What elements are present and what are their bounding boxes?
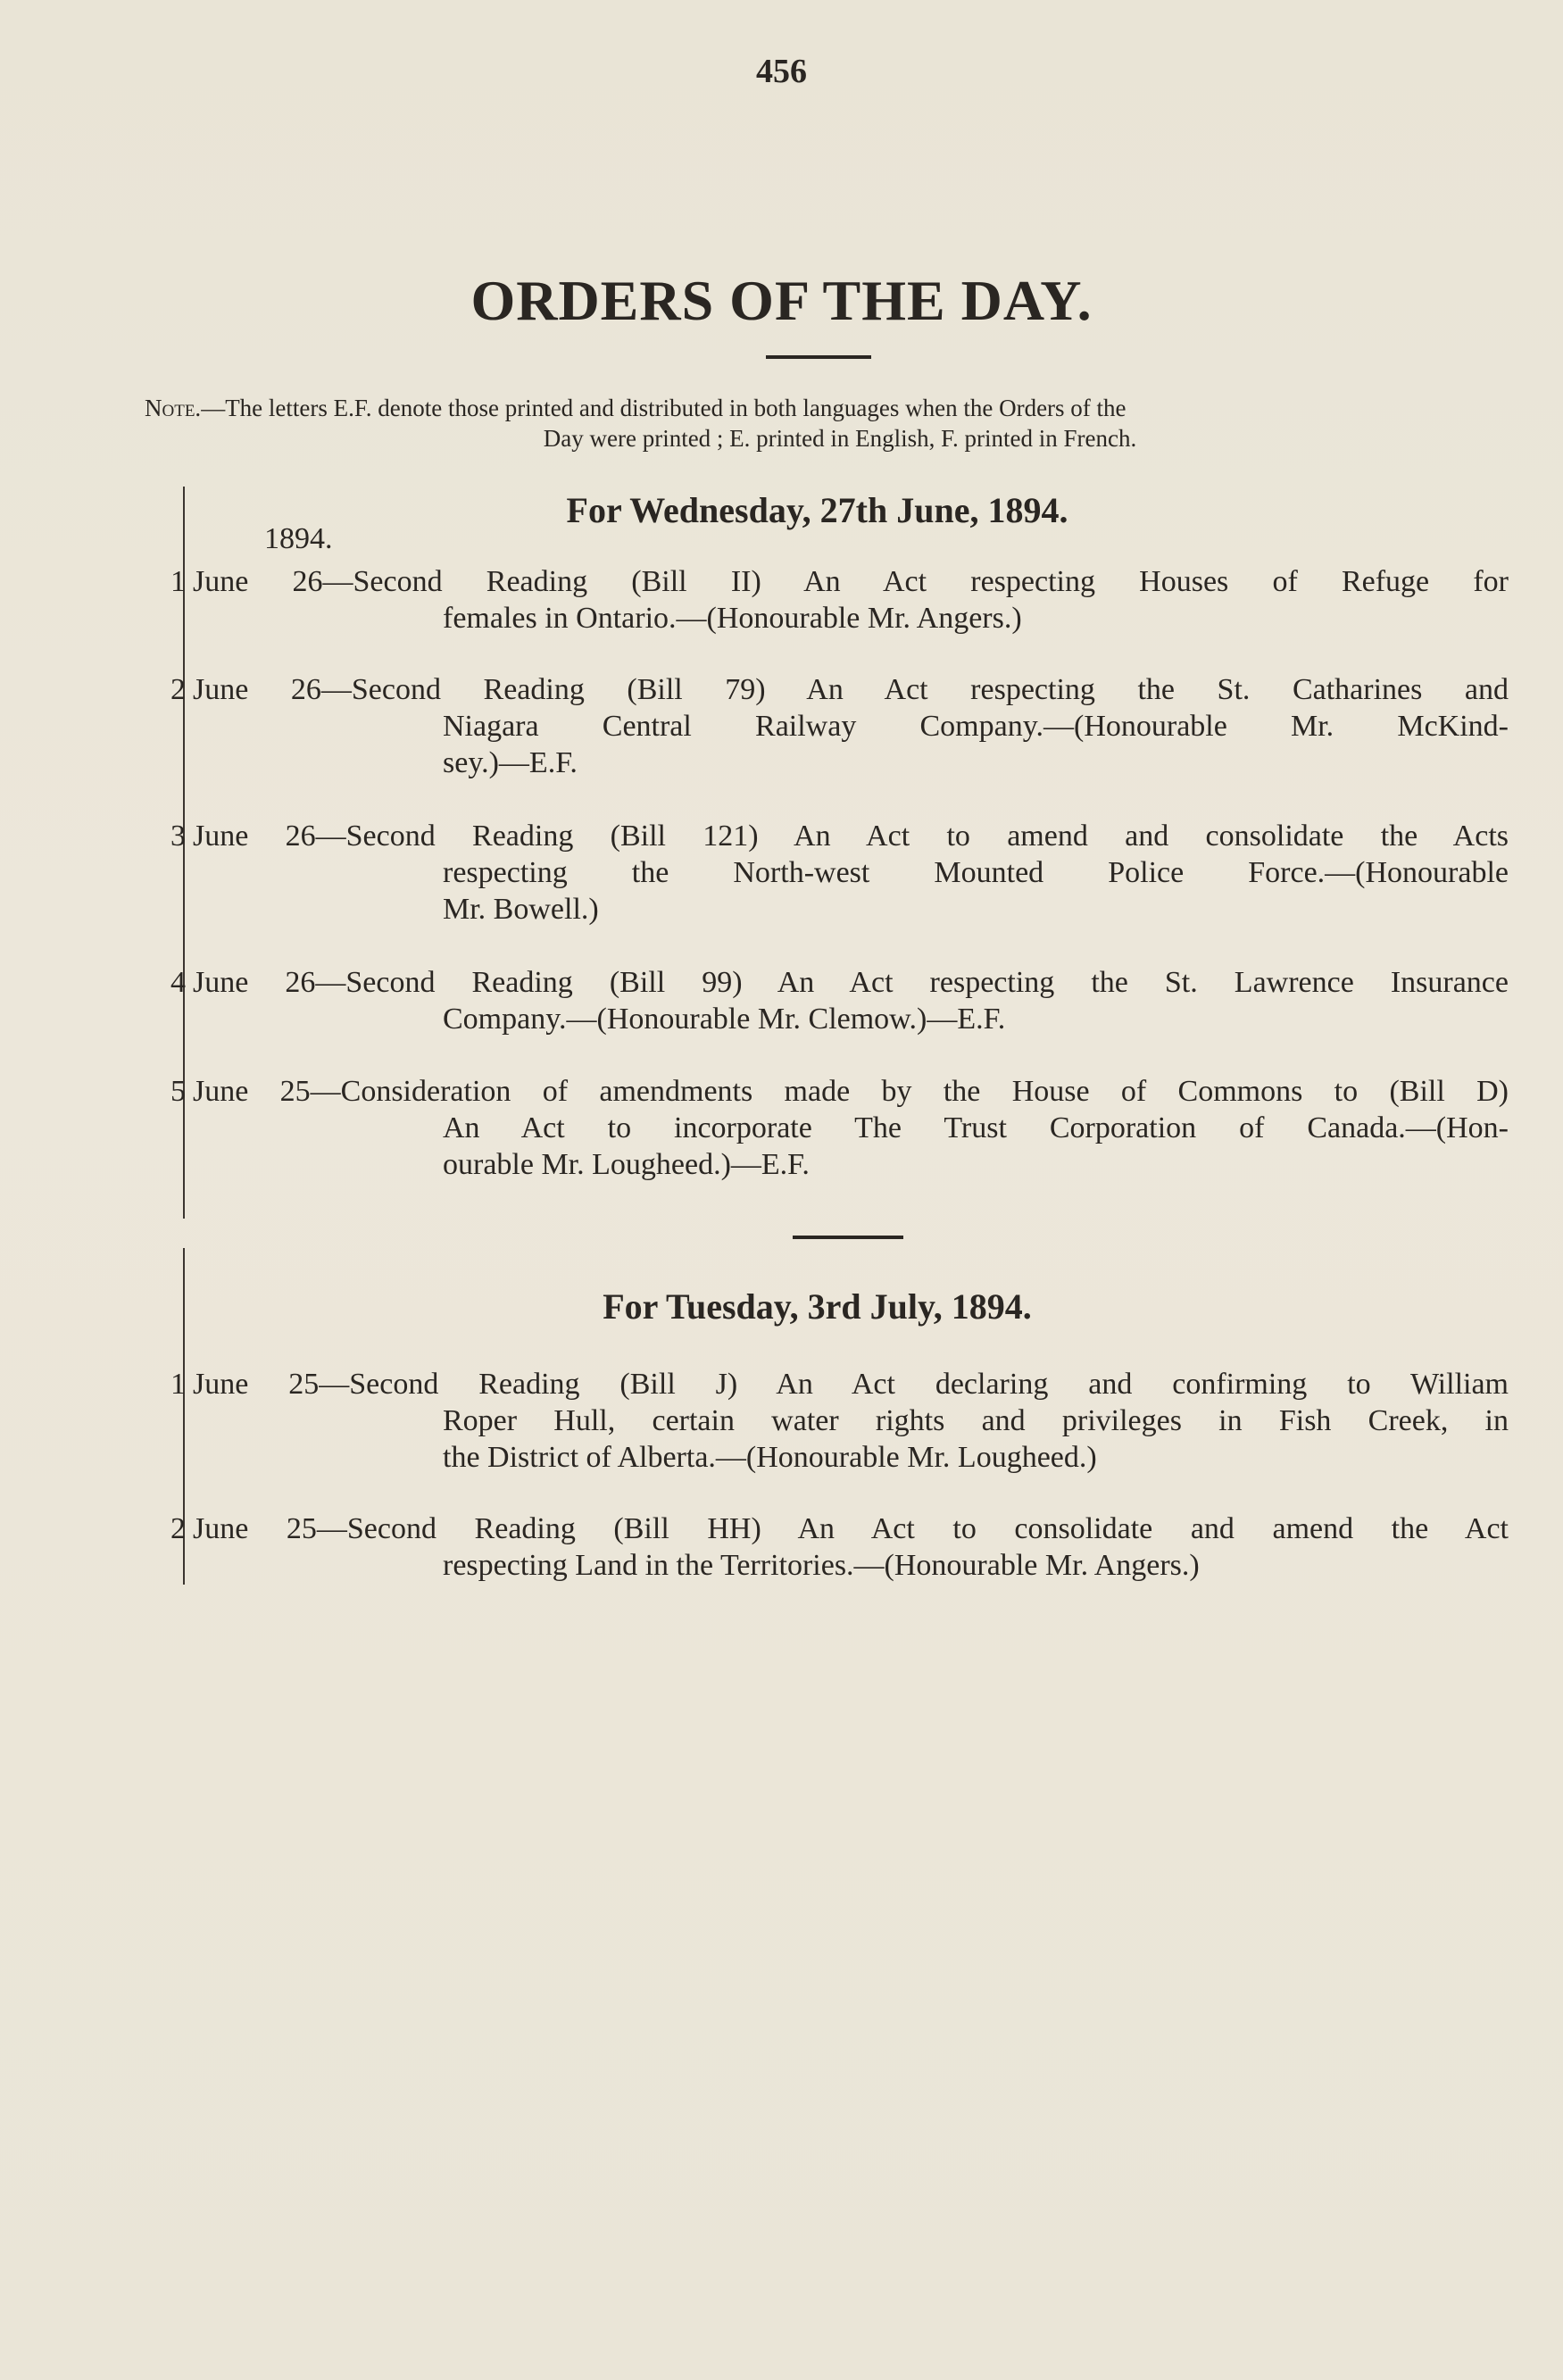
section-heading-wednesday: For Wednesday, 27th June, 1894.: [566, 490, 1068, 530]
entry-line: females in Ontario.—(Honourable Mr. Angers.): [443, 602, 1022, 635]
entry-line: June 26—Second Reading (Bill II) An Act respecting Houses of Refuge for: [193, 565, 1509, 598]
entry-line: An Act to incorporate The Trust Corporation of Canada.—(Hon-: [443, 1111, 1509, 1144]
section-heading-tuesday: For Tuesday, 3rd July, 1894.: [603, 1286, 1032, 1327]
entry-line: Mr. Bowell.): [443, 893, 599, 926]
entry-number: 3: [170, 820, 186, 853]
entry-line: June 25—Second Reading (Bill HH) An Act to consolidate and amend the Act: [193, 1512, 1509, 1545]
entry-line: June 25—Second Reading (Bill J) An Act declaring and confirming to William: [193, 1368, 1509, 1401]
entry-line: ourable Mr. Lougheed.)—E.F.: [443, 1148, 810, 1181]
entry-number: 1: [170, 565, 186, 598]
entry-line: Company.—(Honourable Mr. Clemow.)—E.F.: [443, 1003, 1006, 1036]
entry-line: respecting Land in the Territories.—(Honourable Mr. Angers.): [443, 1549, 1200, 1582]
order-entry: [134, 964, 1509, 1037]
entry-line: June 26—Second Reading (Bill 79) An Act respecting the St. Catharines and: [193, 673, 1509, 706]
note-label: Note.: [145, 395, 202, 421]
entry-number: 4: [170, 966, 186, 999]
order-entry: [134, 1366, 1509, 1476]
section-divider: [793, 1236, 903, 1239]
page-number: 456: [756, 53, 807, 90]
entry-line: Roper Hull, certain water rights and privileges in Fish Creek, in: [443, 1404, 1509, 1437]
entry-number: 2: [170, 673, 186, 706]
order-entry: [134, 1073, 1509, 1183]
year-label: 1894.: [264, 522, 333, 555]
note-paragraph: [145, 393, 1509, 454]
entry-line: June 26—Second Reading (Bill 121) An Act to amend and consolidate the Acts: [193, 820, 1509, 853]
title-divider: [766, 355, 871, 359]
order-entry: [134, 1510, 1509, 1584]
entry-number: 5: [170, 1075, 186, 1108]
order-entry: [134, 563, 1509, 637]
entry-number: 2: [170, 1512, 186, 1545]
entry-line: Niagara Central Railway Company.—(Honourable Mr. McKind-: [443, 710, 1509, 743]
page-title: ORDERS OF THE DAY.: [470, 269, 1093, 332]
entry-line: sey.)—E.F.: [443, 746, 578, 779]
note-line-2: Day were printed ; E. printed in English, F. printed in French.: [543, 425, 1137, 452]
entry-line: respecting the North-west Mounted Police Force.—(Honourable: [443, 856, 1509, 889]
entry-line: the District of Alberta.—(Honourable Mr. Lougheed.): [443, 1441, 1097, 1474]
order-entry: [134, 671, 1509, 781]
entry-line: June 25—Consideration of amendments made by the House of Commons to (Bill D): [193, 1075, 1509, 1108]
order-entry: [134, 818, 1509, 928]
note-line-1: —The letters E.F. denote those printed and distributed in both languages when the Orders of the: [201, 395, 1127, 421]
entry-number: 1: [170, 1368, 186, 1401]
entry-line: June 26—Second Reading (Bill 99) An Act respecting the St. Lawrence Insurance: [193, 966, 1509, 999]
